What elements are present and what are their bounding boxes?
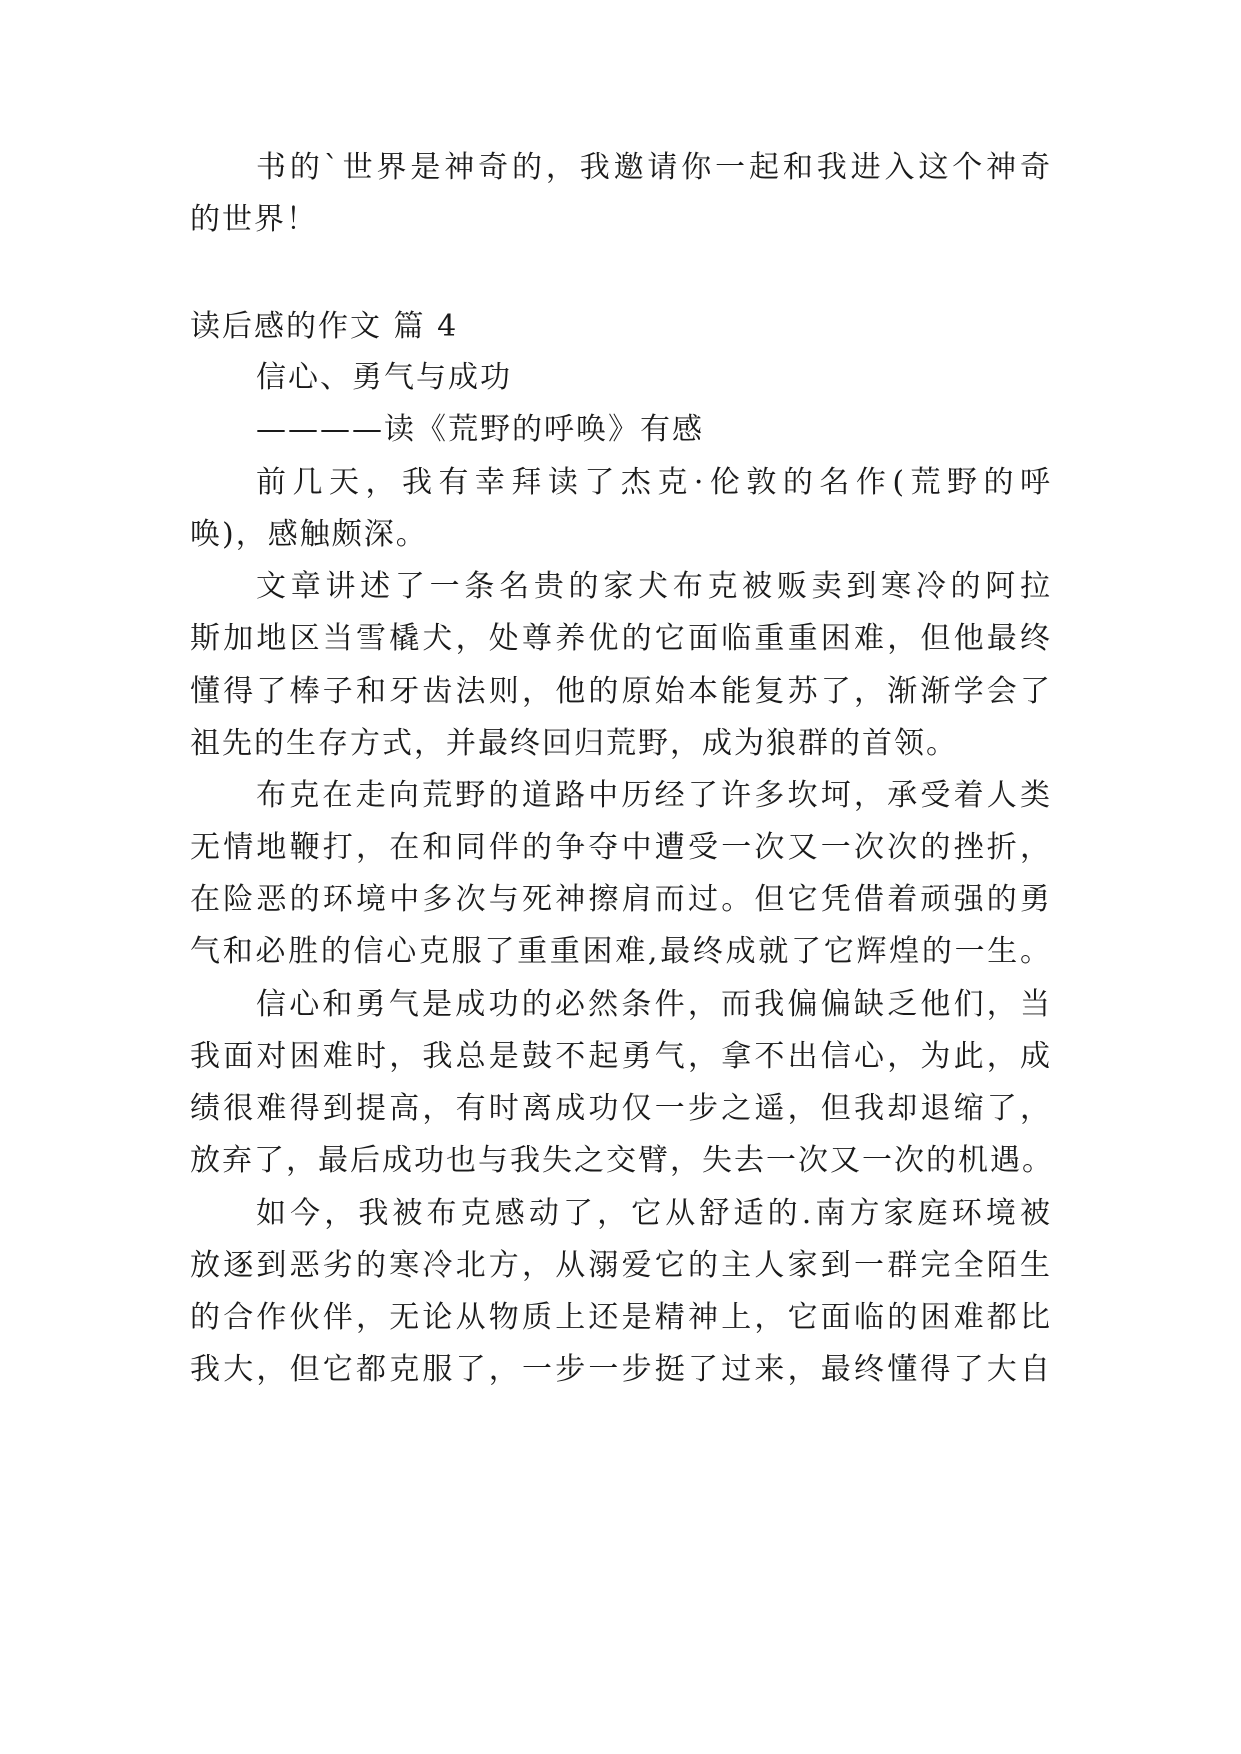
- text-line: 前几天，我有幸拜读了杰克·伦敦的名作(荒野的呼: [256, 465, 1052, 500]
- text-line: 信心和勇气是成功的必然条件，而我偏偏缺乏他们，当: [256, 987, 1052, 1022]
- text-line: 的世界！: [190, 202, 318, 237]
- text-line: 我面对困难时，我总是鼓不起勇气，拿不出信心，为此，成: [190, 1039, 1052, 1074]
- text-line: 如今，我被布克感动了，它从舒适的.南方家庭环境被: [256, 1196, 1052, 1231]
- section-heading: 读后感的作文 篇 4: [190, 309, 459, 344]
- text-line: 布克在走向荒野的道路中历经了许多坎坷，承受着人类: [256, 778, 1052, 813]
- essay-subtitle: ————读《荒野的呼唤》有感: [256, 412, 704, 447]
- text-line: 气和必胜的信心克服了重重困难,最终成就了它辉煌的一生。: [190, 934, 1052, 969]
- text-line: 我大，但它都克服了，一步一步挺了过来，最终懂得了大自: [190, 1352, 1052, 1387]
- text-line: 懂得了棒子和牙齿法则，他的原始本能复苏了，渐渐学会了: [190, 674, 1052, 709]
- text-line: 文章讲述了一条名贵的家犬布克被贩卖到寒冷的阿拉: [256, 569, 1052, 604]
- text-line: 在险恶的环境中多次与死神擦肩而过。但它凭借着顽强的勇: [190, 882, 1052, 917]
- essay-title: 信心、勇气与成功: [256, 360, 512, 395]
- text-line: 放弃了，最后成功也与我失之交臂，失去一次又一次的机遇。: [190, 1143, 1054, 1178]
- text-line: 的合作伙伴，无论从物质上还是精神上，它面临的困难都比: [190, 1300, 1052, 1335]
- text-line: 斯加地区当雪橇犬，处尊养优的它面临重重困难，但他最终: [190, 621, 1052, 656]
- text-line: 书的`世界是神奇的，我邀请你一起和我进入这个神奇: [256, 150, 1052, 185]
- text-line: 唤)，感触颇深。: [190, 517, 428, 552]
- text-line: 放逐到恶劣的寒冷北方，从溺爱它的主人家到一群完全陌生: [190, 1248, 1052, 1283]
- text-line: 绩很难得到提高，有时离成功仅一步之遥，但我却退缩了，: [190, 1091, 1052, 1126]
- text-line: 无情地鞭打，在和同伴的争夺中遭受一次又一次次的挫折，: [190, 830, 1052, 865]
- text-line: 祖先的生存方式，并最终回归荒野，成为狼群的首领。: [190, 726, 958, 761]
